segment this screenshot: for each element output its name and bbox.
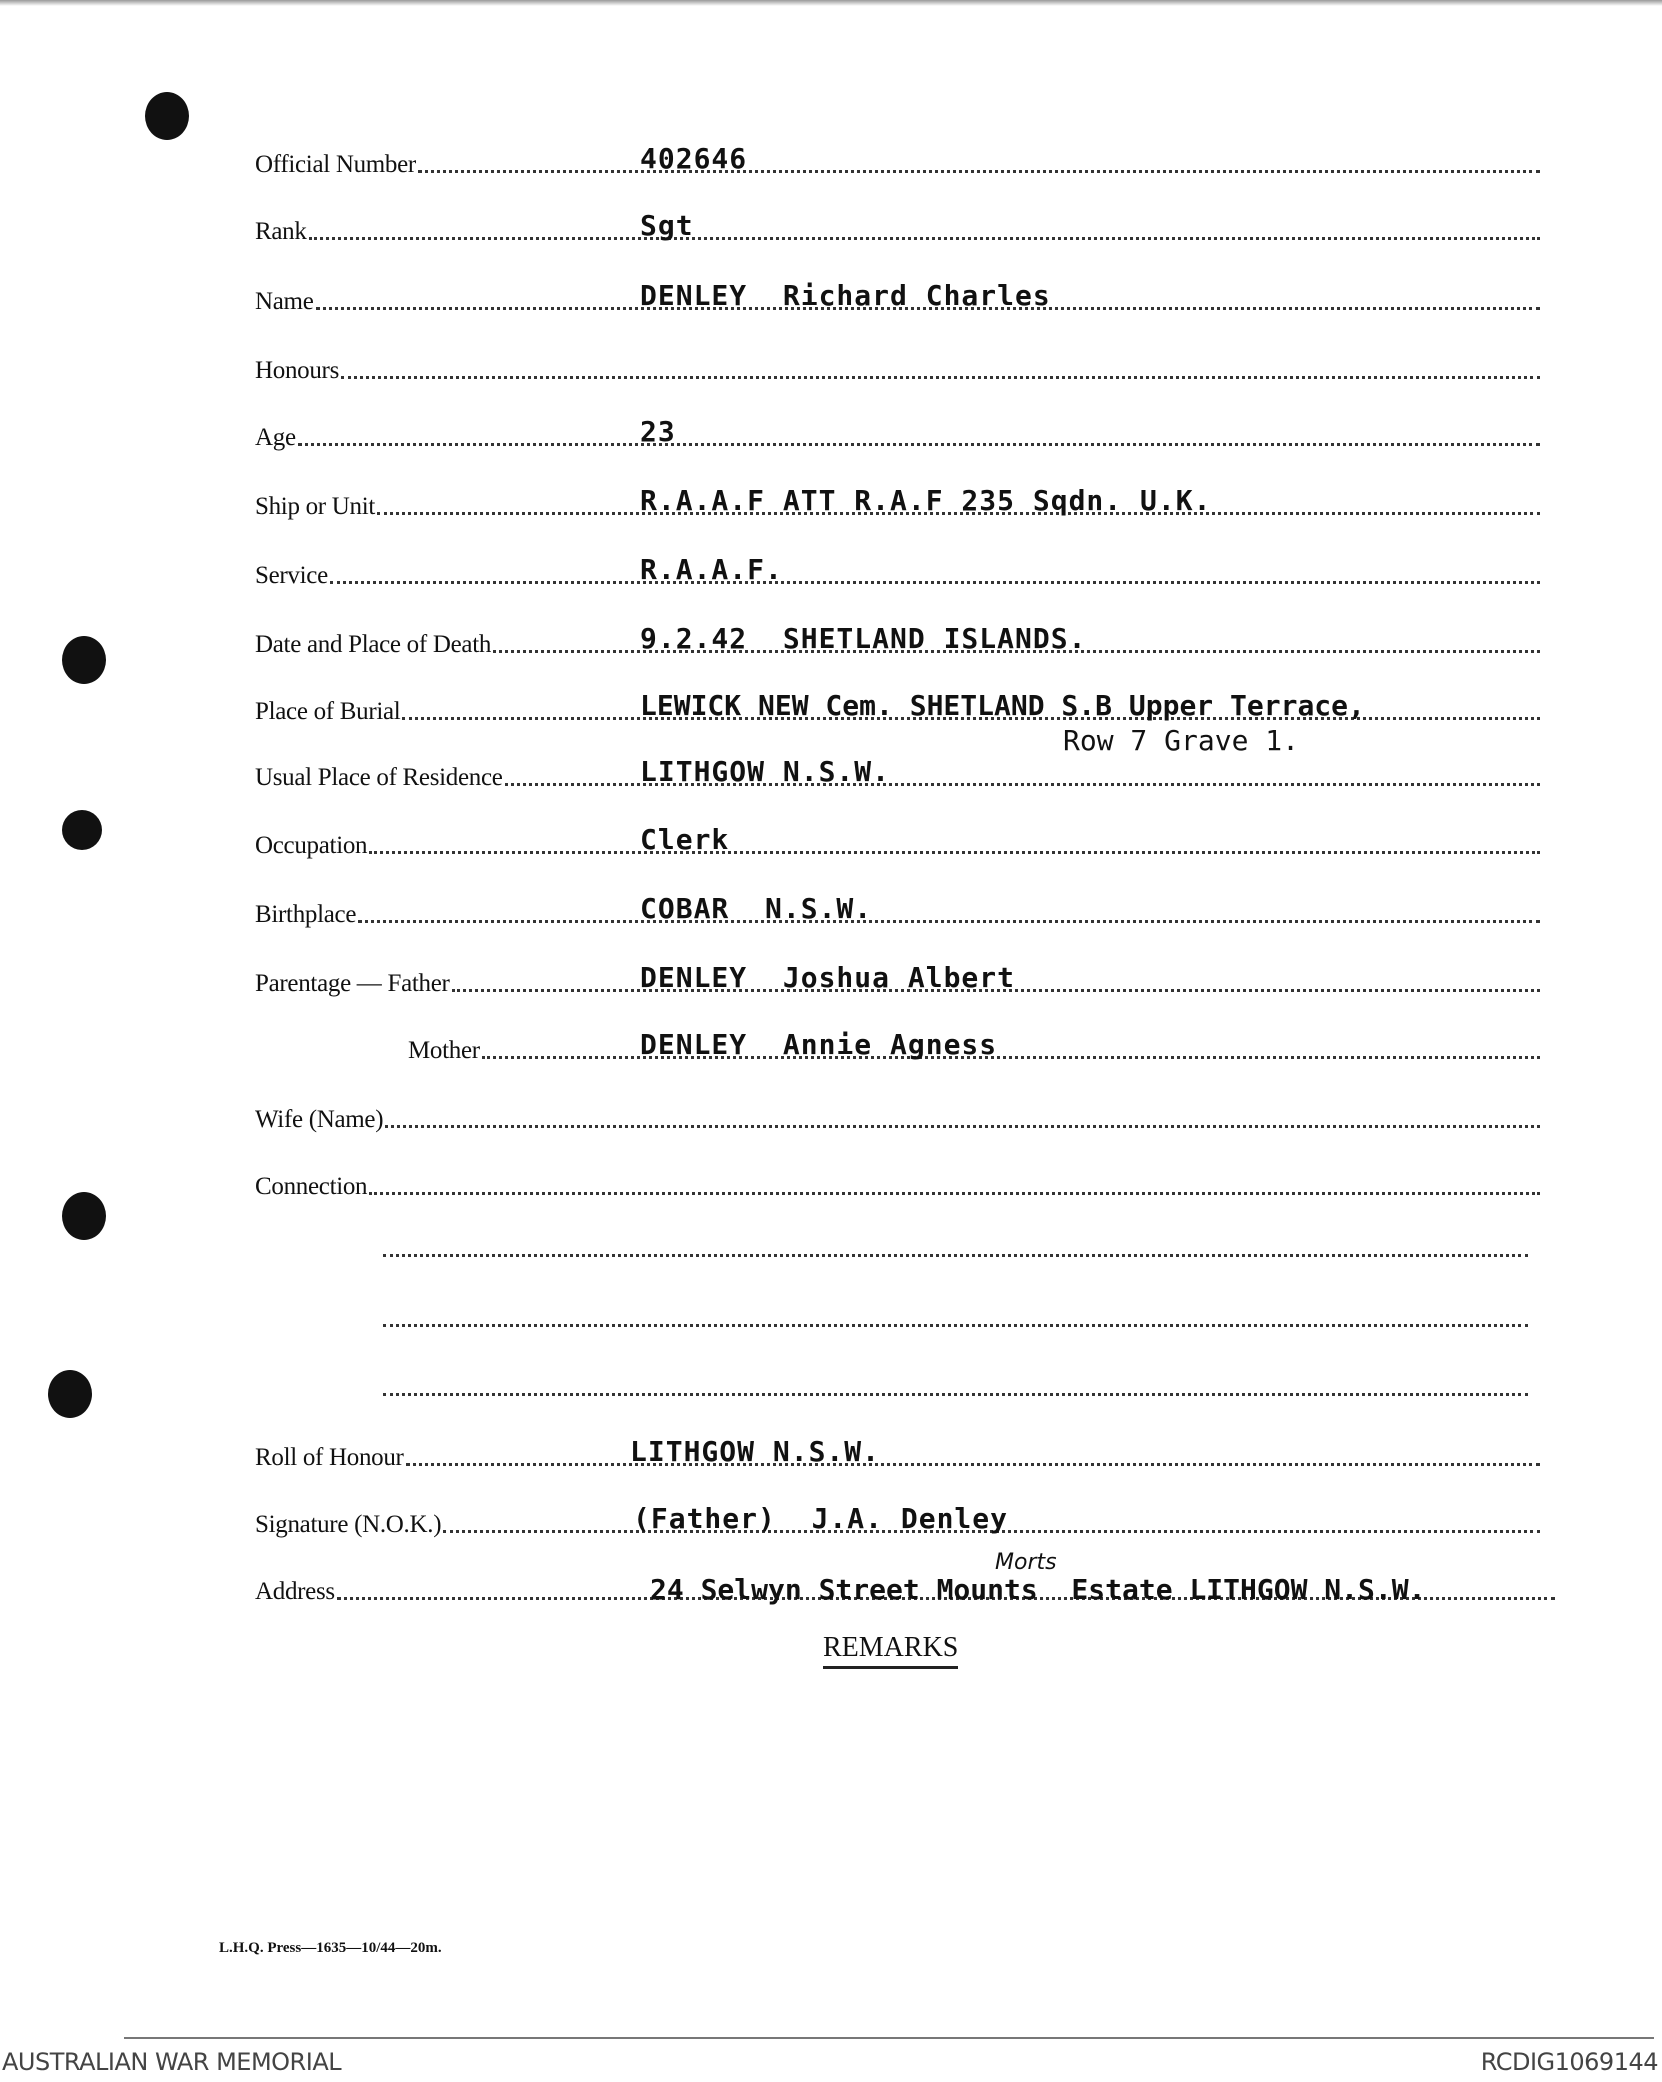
field-value: 402646: [640, 142, 748, 175]
field-value: 9.2.42 SHETLAND ISLANDS.: [640, 622, 1087, 655]
field-usual-residence: [255, 755, 1540, 792]
field-label: Address: [255, 1578, 335, 1605]
field-label: Rank: [255, 218, 307, 245]
field-name: [255, 279, 1540, 316]
field-label: Parentage — Father: [255, 970, 450, 997]
scan-top-edge: [0, 0, 1662, 6]
connection-line: [383, 1393, 1528, 1396]
connection-line: [383, 1254, 1528, 1257]
scan-bottom-edge: [124, 2037, 1654, 2039]
field-label: Wife (Name): [255, 1106, 384, 1133]
punch-hole: [145, 92, 189, 140]
field-label: Service: [255, 562, 328, 589]
footer-record-id: RCDIG1069144: [1480, 2048, 1658, 2076]
field-occupation: [255, 823, 1540, 860]
field-label: Official Number: [255, 151, 416, 178]
field-label: Place of Burial: [255, 698, 401, 725]
field-label: Birthplace: [255, 901, 357, 928]
footer-institution: AUSTRALIAN WAR MEMORIAL: [2, 2048, 342, 2076]
press-mark: L.H.Q. Press—1635—10/44—20m.: [219, 1940, 442, 1956]
field-label: Signature (N.O.K.): [255, 1511, 442, 1538]
field-value: R.A.A.F.: [640, 553, 783, 586]
field-label: Connection: [255, 1173, 368, 1200]
field-wife: [255, 1100, 1540, 1134]
field-address: [255, 1572, 1555, 1606]
field-value: DENLEY Annie Agness: [640, 1028, 998, 1061]
field-place-of-burial: [255, 689, 1540, 726]
field-value: Clerk: [640, 823, 730, 856]
field-value: DENLEY Richard Charles: [640, 279, 1051, 312]
field-value: (Father) J.A. Denley: [633, 1502, 1009, 1535]
field-official-number: [255, 142, 1540, 179]
field-value: LEWICK NEW Cem. SHETLAND S.B Upper Terrace,: [640, 689, 1365, 722]
field-date-place-of-death: [255, 622, 1540, 659]
field-honours: [255, 351, 1540, 385]
punch-hole: [62, 810, 102, 850]
field-label: Age: [255, 424, 296, 451]
field-label: Ship or Unit: [255, 493, 376, 520]
field-value: LITHGOW N.S.W.: [640, 755, 891, 788]
field-ship-or-unit: [255, 484, 1540, 521]
field-label: Honours: [255, 357, 340, 384]
field-birthplace: [255, 892, 1540, 929]
remarks-heading: REMARKS: [823, 1632, 958, 1669]
punch-hole: [62, 636, 106, 684]
field-value: 23: [640, 415, 676, 448]
field-signature: [255, 1502, 1540, 1539]
field-value: 24 Selwyn Street Mounts Estate LITHGOW N.S.W.: [650, 1573, 1426, 1606]
punch-hole: [48, 1370, 92, 1418]
field-value: DENLEY Joshua Albert: [640, 961, 1016, 994]
field-label: Name: [255, 288, 314, 315]
field-value: LITHGOW N.S.W.: [630, 1435, 881, 1468]
field-value: R.A.A.F ATT R.A.F 235 Sqdn. U.K.: [640, 484, 1212, 517]
field-father: [255, 961, 1540, 998]
field-roll-of-honour: [255, 1435, 1540, 1472]
field-service: [255, 553, 1540, 590]
field-value: COBAR N.S.W.: [640, 892, 873, 925]
punch-hole: [62, 1192, 106, 1240]
field-mother: [408, 1028, 1540, 1065]
field-age: [255, 415, 1540, 452]
field-connection: [255, 1167, 1540, 1201]
field-value: Sgt: [640, 209, 694, 242]
burial-continuation: Row 7 Grave 1.: [1063, 724, 1300, 757]
field-label: Date and Place of Death: [255, 631, 492, 658]
field-label: Usual Place of Residence: [255, 764, 503, 791]
field-rank: [255, 209, 1540, 246]
field-label: Mother: [408, 1037, 480, 1064]
field-label: Occupation: [255, 832, 368, 859]
handwritten-correction: Morts: [995, 1550, 1057, 1575]
connection-line: [383, 1324, 1528, 1327]
field-label: Roll of Honour: [255, 1444, 404, 1471]
